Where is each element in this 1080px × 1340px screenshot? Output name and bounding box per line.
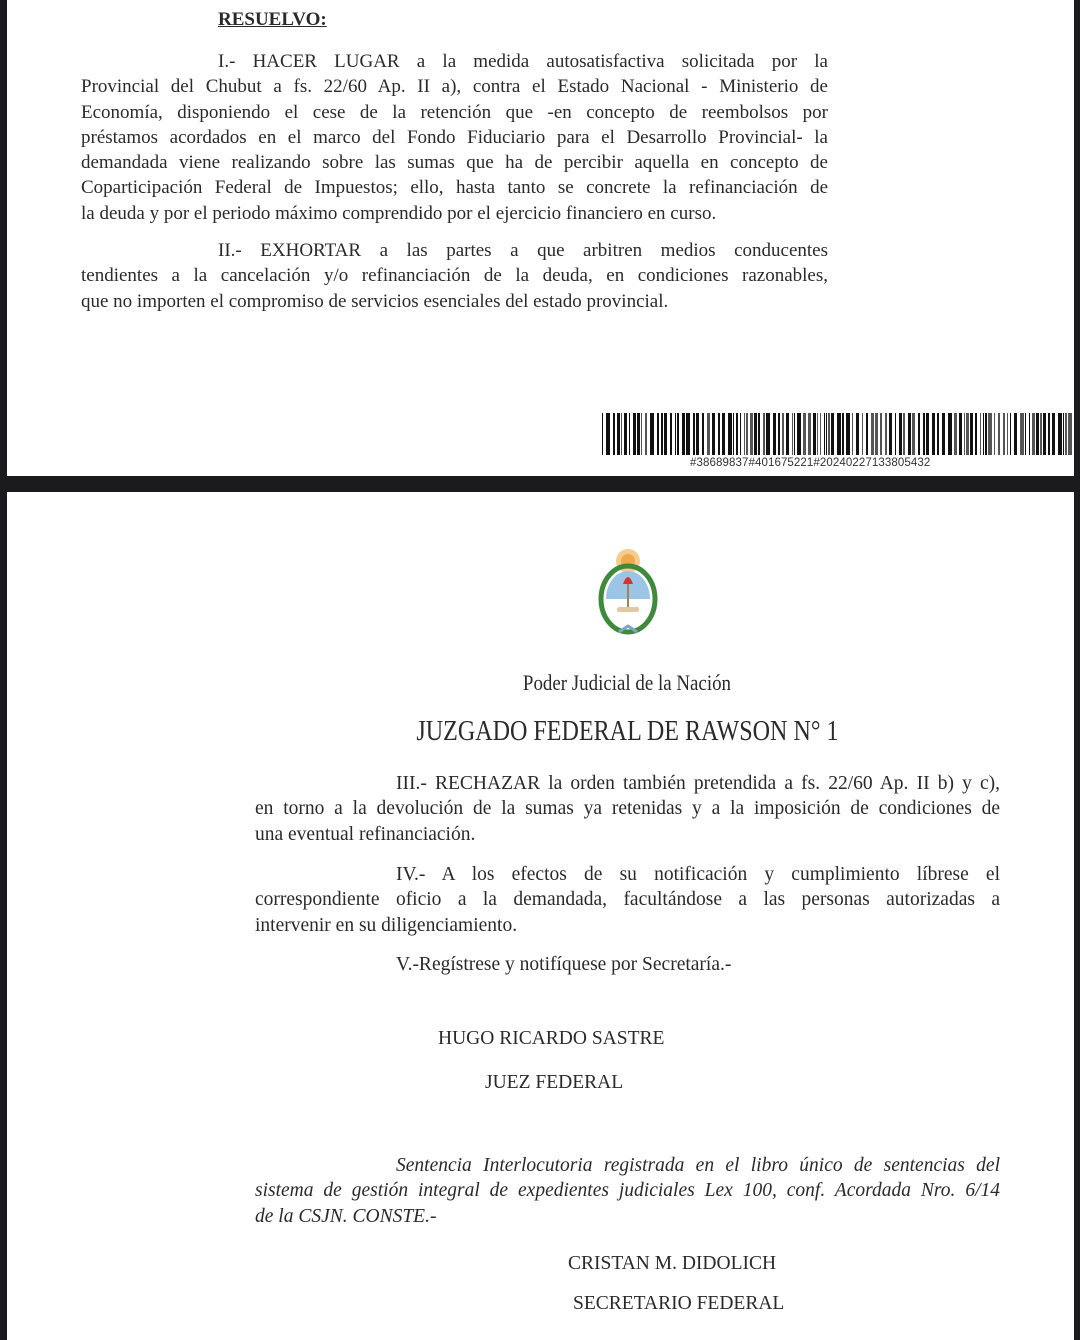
- barcode-bar: [959, 413, 962, 455]
- barcode-bar: [766, 413, 770, 455]
- barcode-bar: [650, 413, 654, 455]
- barcode-bar: [792, 413, 793, 455]
- barcode-bar: [677, 413, 679, 455]
- barcode-bar: [964, 413, 965, 455]
- barcode-bar: [778, 413, 780, 455]
- barcode-bar: [820, 413, 821, 455]
- barcode-bar: [786, 413, 789, 455]
- barcode-bar: [871, 413, 874, 455]
- institution-name: Poder Judicial de la Nación: [522, 670, 732, 695]
- text-line: Sentencia Interlocutoria registrada en el libro único de sentencias del: [396, 1155, 1000, 1176]
- barcode-bar: [880, 413, 882, 455]
- text-line: tendientes a la cancelación y/o refinanciación de la deuda, en condiciones razonables,: [81, 265, 828, 287]
- barcode-bar: [702, 413, 704, 455]
- barcode-bar: [813, 413, 816, 455]
- barcode-bar: [926, 413, 929, 455]
- barcode-bar: [1040, 413, 1042, 455]
- resolution-item-3: [255, 771, 1000, 847]
- resolution-item-1: [81, 49, 828, 226]
- barcode-bar: [740, 413, 741, 455]
- barcode-bar: [773, 413, 776, 455]
- barcode-bar: [1007, 413, 1008, 455]
- barcode-bar: [985, 413, 987, 455]
- barcode-bar: [1065, 413, 1067, 455]
- barcode-bar: [866, 413, 868, 455]
- text-line: Economía, disponiendo el cese de la retención que -en concepto de reembolsos por: [81, 101, 828, 123]
- barcode-bar: [637, 413, 640, 455]
- barcode-bar: [1020, 413, 1024, 455]
- barcode-bar: [686, 413, 690, 455]
- barcode-bar: [903, 413, 905, 455]
- barcode-bar: [975, 413, 977, 455]
- barcode-bar: [617, 413, 620, 455]
- secretary-title: SECRETARIO FEDERAL: [573, 1293, 785, 1314]
- text-line: demandada viene realizando sobre las sumas que ha de percibir aquella en concepto de: [81, 152, 828, 174]
- barcode-bar: [831, 413, 834, 455]
- barcode-bar: [624, 413, 627, 455]
- resuelvo-heading: RESUELVO:: [218, 9, 327, 30]
- barcode-bar: [983, 413, 984, 455]
- barcode-bar: [885, 413, 887, 455]
- barcode-bar: [852, 413, 853, 455]
- barcode-bar: [889, 413, 892, 455]
- barcode-bar: [842, 413, 844, 455]
- barcode-bar: [782, 413, 784, 455]
- barcode-bar: [722, 413, 725, 455]
- barcode-bar: [645, 413, 647, 455]
- text-line: II.- EXHORTAR a las partes a que arbitren medios conducentes: [218, 240, 828, 261]
- secretary-name: CRISTAN M. DIDOLICH: [568, 1253, 777, 1274]
- barcode-bar: [908, 413, 911, 455]
- barcode-icon: [602, 413, 1072, 455]
- barcode-bar: [629, 413, 630, 455]
- barcode-bar: [937, 413, 939, 455]
- text-line: III.- RECHAZAR la orden también pretendida a fs. 22/60 Ap. II b) y c),: [396, 773, 1000, 794]
- barcode-bar: [918, 413, 920, 455]
- barcode-bar: [1003, 413, 1005, 455]
- text-line: Coparticipación Federal de Impuestos; ello, hasta tanto se concrete la refinanciación de: [81, 177, 828, 199]
- barcode-bar: [797, 413, 801, 455]
- barcode-bar: [763, 413, 765, 455]
- barcode-bar: [750, 413, 753, 455]
- barcode-bar: [744, 413, 745, 455]
- barcode-bar: [837, 413, 841, 455]
- barcode-bar: [602, 413, 603, 455]
- barcode-bar: [988, 413, 992, 455]
- judge-name: HUGO RICARDO SASTRE: [438, 1028, 665, 1049]
- barcode-bar: [657, 413, 659, 455]
- barcode-bar: [696, 413, 699, 455]
- barcode-bar: [728, 413, 732, 455]
- text-line: IV.- A los efectos de su notificación y cumplimiento líbrese el: [396, 864, 1000, 885]
- barcode-bar: [664, 413, 667, 455]
- barcode-bar: [948, 413, 952, 455]
- barcode-bar: [817, 413, 818, 455]
- barcode-bar: [942, 413, 945, 455]
- barcode-bar: [994, 413, 995, 455]
- barcode-bar: [923, 413, 925, 455]
- judge-title: JUEZ FEDERAL: [485, 1072, 624, 1093]
- barcode-bar: [1063, 413, 1064, 455]
- text-line: préstamos acordados en el marco del Fondo Fiduciario para el Desarrollo Provincial- la: [81, 126, 828, 148]
- barcode-bar: [912, 413, 915, 455]
- barcode-bar: [733, 413, 734, 455]
- barcode-bar: [633, 413, 636, 455]
- barcode-bar: [1068, 413, 1072, 455]
- barcode-bar: [856, 413, 859, 455]
- barcode-bar: [693, 413, 695, 455]
- text-line: correspondiente oficio a la demandada, facultándose a las personas autorizadas a: [255, 889, 1000, 911]
- barcode-bar: [661, 413, 663, 455]
- barcode-bar: [712, 413, 715, 455]
- barcode-bar: [980, 413, 981, 455]
- barcode-bar: [1025, 413, 1026, 455]
- barcode-bar: [954, 413, 957, 455]
- resolution-item-5: V.-Regístrese y notifíquese por Secretaría.-: [396, 954, 732, 975]
- text-line: la deuda y por el periodo máximo comprendido por el ejercicio financiero en curso.: [81, 202, 717, 224]
- registration-note: [255, 1153, 1000, 1229]
- barcode-bar: [998, 413, 1000, 455]
- barcode-bar: [970, 413, 973, 455]
- barcode-bar: [718, 413, 720, 455]
- text-line: una eventual refinanciación.: [255, 823, 476, 845]
- text-line: que no importen el compromiso de servicios esenciales del estado provincial.: [81, 290, 669, 312]
- barcode-bar: [1043, 413, 1046, 455]
- barcode-bar: [670, 413, 672, 455]
- barcode-bar: [613, 413, 615, 455]
- barcode-bar: [736, 413, 738, 455]
- barcode-bar: [895, 413, 896, 455]
- barcode-bar: [1029, 413, 1030, 455]
- barcode-bar: [606, 413, 610, 455]
- text-line: intervenir en su diligenciamiento.: [255, 914, 518, 936]
- barcode-bar: [1010, 413, 1011, 455]
- barcode-bar: [1032, 413, 1035, 455]
- barcode-bar: [899, 413, 902, 455]
- barcode-bar: [621, 413, 622, 455]
- barcode-bar: [803, 413, 806, 455]
- barcode-bar: [794, 413, 795, 455]
- barcode-bar: [707, 413, 710, 455]
- barcode-bar: [846, 413, 850, 455]
- resolution-item-4: [255, 862, 1000, 938]
- barcode-bar: [932, 413, 935, 455]
- coat-of-arms-icon: [597, 544, 659, 644]
- text-line: Provincial del Chubut a fs. 22/60 Ap. II a), contra el Estado Nacional - Ministerio de: [81, 76, 828, 98]
- barcode-bar: [754, 413, 757, 455]
- barcode-bar: [862, 413, 863, 455]
- barcode-bar: [758, 413, 760, 455]
- barcode-bar: [1058, 413, 1062, 455]
- barcode-bar: [675, 413, 676, 455]
- barcode-bar: [1014, 413, 1017, 455]
- text-line: I.- HACER LUGAR a la medida autosatisfactiva solicitada por la: [218, 51, 828, 72]
- barcode-bar: [682, 413, 685, 455]
- document-page-1: [7, 0, 1074, 476]
- barcode-bar: [966, 413, 969, 455]
- text-line: en torno a la devolución de la sumas ya retenidas y a la imposición de condiciones de: [255, 798, 1000, 820]
- barcode-bar: [746, 413, 748, 455]
- barcode-bar: [1036, 413, 1039, 455]
- court-name: JUZGADO FEDERAL DE RAWSON N° 1: [415, 716, 839, 747]
- barcode-bar: [828, 413, 830, 455]
- barcode-bar: [1052, 413, 1055, 455]
- text-line: sistema de gestión integral de expedientes judiciales Lex 100, conf. Acordada Nro. 6/14: [255, 1180, 1000, 1202]
- barcode-bar: [824, 413, 825, 455]
- barcode-bar: [875, 413, 878, 455]
- barcode-bar: [1048, 413, 1050, 455]
- resolution-item-2: [81, 238, 828, 314]
- barcode-bar: [641, 413, 642, 455]
- document-page-2: [7, 492, 1074, 1340]
- text-line: de la CSJN. CONSTE.-: [255, 1205, 437, 1227]
- barcode-number: #38689837#401675221#20240227133805432: [690, 457, 931, 469]
- barcode-bar: [826, 413, 827, 455]
- barcode-bar: [808, 413, 811, 455]
